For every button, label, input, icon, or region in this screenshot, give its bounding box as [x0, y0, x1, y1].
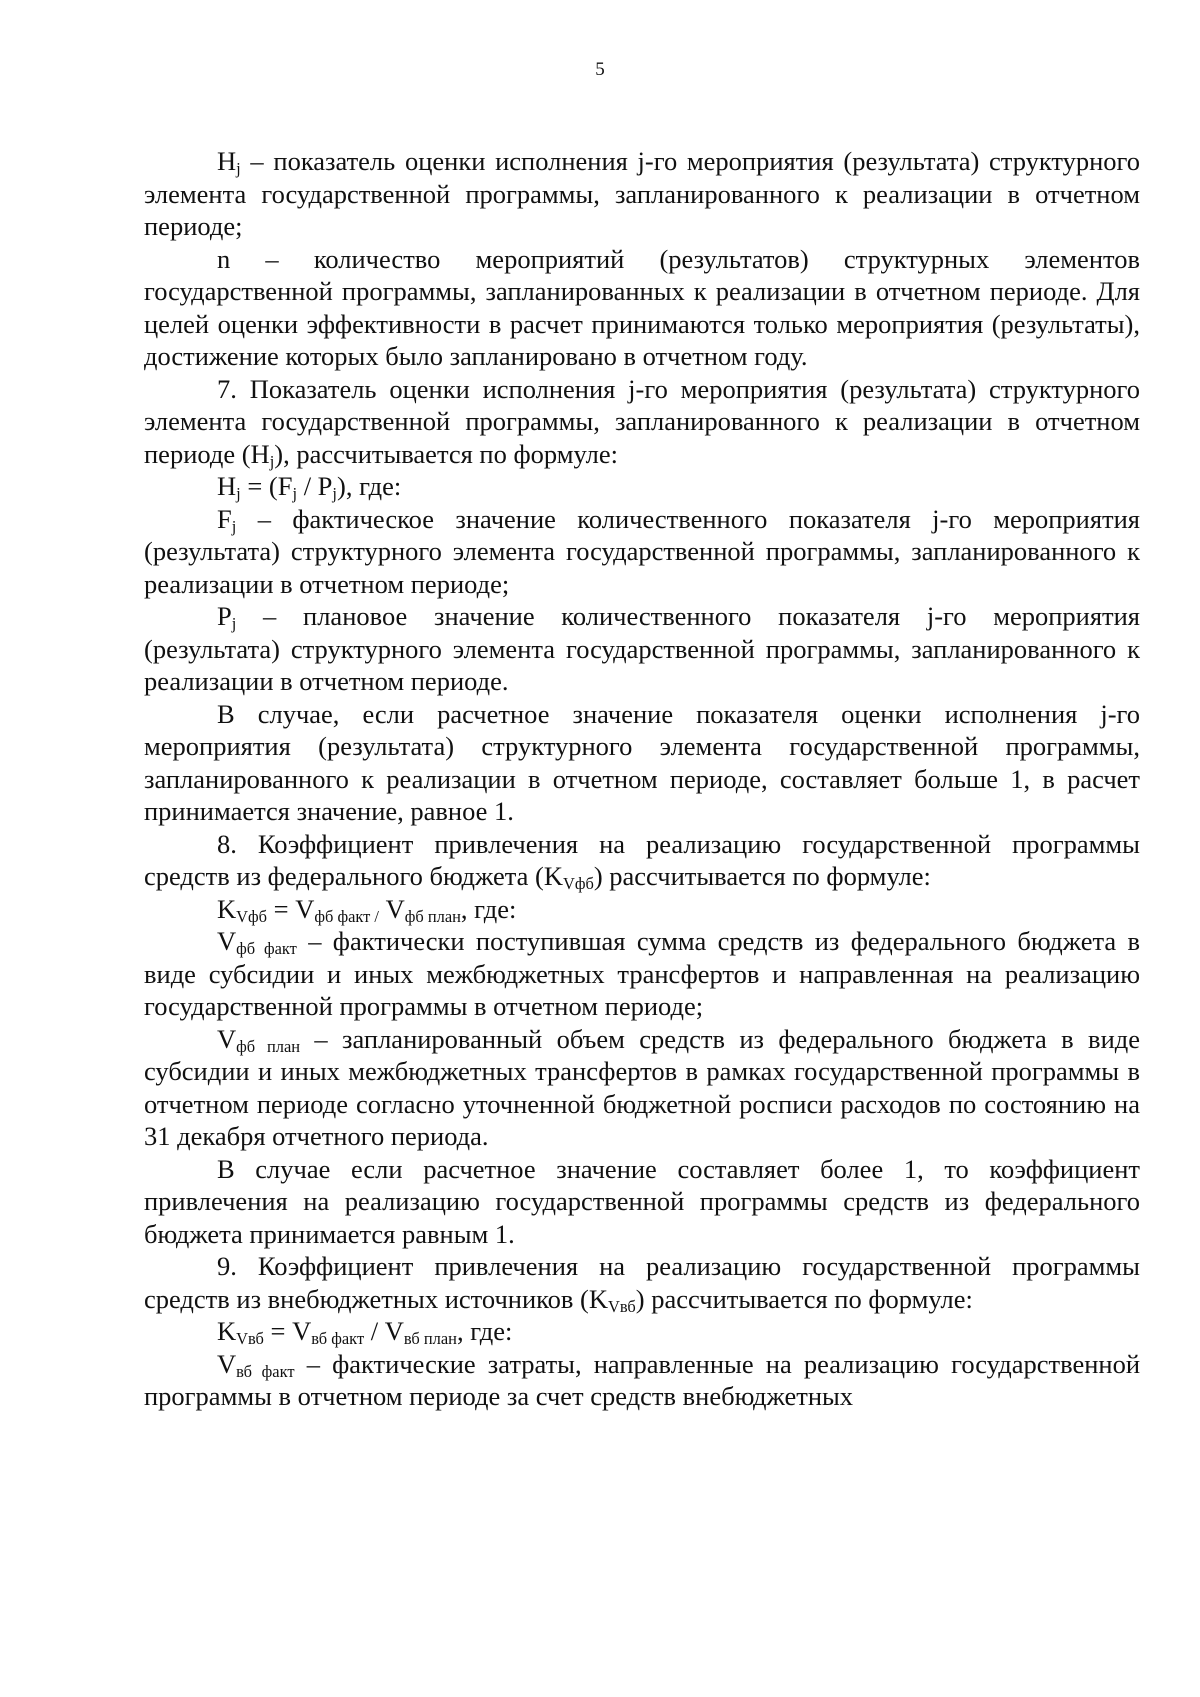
paragraph-cap-rule: В случае, если расчетное значение показателя оценки исполнения j-го мероприятия (результата) структурного элемента государственной программы, запланированного к реализации в отчетном периоде, составляет больше 1, в расчет принимается значение, равное 1. [144, 698, 1140, 826]
paragraph-fj-definition [144, 503, 1140, 601]
formula-hj [144, 470, 1140, 503]
subscript: Vфб [236, 906, 267, 926]
formula-part: / V [364, 1316, 404, 1346]
paragraph-text: ) рассчитывается по формуле: [593, 861, 931, 891]
definition-text: – показатель оценки исполнения j-го мероприятия (результата) структурного элемента государственной программы, запланированного к реализации в отчетном периоде; [144, 146, 1140, 241]
symbol-v: V [217, 1023, 237, 1054]
subscript: j [269, 451, 275, 471]
paragraph-hj-definition [144, 145, 1140, 243]
formula-part: = (F [240, 471, 293, 501]
subscript: Vвб [236, 1329, 264, 1349]
definition-text: – фактически поступившая сумма средств из федерального бюджета в виде субсидии и иных межбюджетных трансфертов и направленная на реализацию государственной программы в отчетном периоде; [144, 926, 1140, 1021]
formula-kvfb [144, 893, 1140, 926]
subscript: вб факт [236, 1361, 295, 1381]
formula-part: , где: [460, 893, 517, 924]
formula-kvvb [144, 1315, 1140, 1348]
paragraph-vfb-plan-definition [144, 1023, 1140, 1153]
symbol-v: V [217, 926, 237, 956]
paragraph-text: 9. Коэффициент привлечения на реализацию государственной программы средств из внебюджетных источников (K [144, 1251, 1140, 1314]
definition-text: – плановое значение количественного показателя j-го мероприятия (результата) структурного элемента государственной программы, запланированного к реализации в отчетном периоде. [144, 601, 1140, 696]
paragraph-text: 8. Коэффициент привлечения на реализацию государственной программы средств из федерального бюджета (K [144, 828, 1140, 891]
subscript: j [236, 484, 241, 504]
paragraph-text: 7. Показатель оценки исполнения j-го мероприятия (результата) структурного элемента государственной программы, запланированного к реализации в отчетном периоде (H [144, 373, 1140, 469]
paragraph-n-definition: n – количество мероприятий (результатов) структурных элементов государственной программы, запланированных к реализации в отчетном периоде. Для целей оценки эффективности в расчет принимаются только мероприятия (результаты), достижение которых было запланировано в отчетном году. [144, 243, 1140, 371]
formula-part: = V [267, 893, 315, 924]
subscript: Vвб [608, 1296, 636, 1316]
page-number: 5 [595, 59, 605, 80]
paragraph-item-9 [144, 1250, 1140, 1315]
subscript: фб факт [236, 939, 297, 959]
definition-text: – фактические затраты, направленные на реализацию государственной программы в отчетном периоде за счет средств внебюджетных [144, 1348, 1141, 1411]
paragraph-vvb-fact-definition [144, 1348, 1140, 1413]
symbol-p: P [217, 601, 232, 631]
subscript: j [332, 484, 337, 504]
paragraph-text: ), рассчитывается по формуле: [274, 438, 618, 469]
formula-part: ), где: [337, 471, 402, 501]
paragraph-item-7 [144, 373, 1140, 471]
definition-text: – запланированный объем средств из федерального бюджета в виде субсидии и иных межбюджетных трансфертов в рамках государственной программы в отчетном периоде согласно уточненной бюджетной росписи расходов по состоянию на 31 декабря отчетного периода. [144, 1023, 1140, 1151]
symbol-v: V [217, 1348, 237, 1379]
subscript: j [231, 516, 237, 536]
subscript: Vфб [562, 874, 594, 894]
formula-part: = V [263, 1316, 312, 1346]
formula-part: K [217, 893, 237, 924]
subscript: вб план [403, 1329, 457, 1349]
formula-part: K [217, 1316, 237, 1346]
subscript: j [231, 614, 237, 634]
subscript: фб факт / [314, 906, 379, 926]
formula-part: H [217, 471, 237, 501]
paragraph-text: ) рассчитывается по формуле: [635, 1283, 973, 1314]
subscript: j [236, 159, 241, 179]
subscript: фб план [236, 1036, 301, 1056]
paragraph-vfb-fact-definition [144, 925, 1140, 1023]
symbol-h: H [217, 146, 237, 176]
symbol-f: F [217, 503, 232, 534]
definition-text: – фактическое значение количественного показателя j-го мероприятия (результата) структурного элемента государственной программы, запланированного к реализации в отчетном периоде; [144, 503, 1140, 599]
formula-part: V [378, 893, 405, 924]
paragraph-pj-definition [144, 600, 1140, 698]
subscript: вб факт [311, 1329, 365, 1349]
formula-part: , где: [456, 1316, 513, 1346]
document-body [144, 145, 1140, 1413]
subscript: j [292, 484, 298, 504]
paragraph-item-8 [144, 828, 1140, 893]
paragraph-fb-cap-rule: В случае если расчетное значение составляет более 1, то коэффициент привлечения на реализацию государственной программы средств из федерального бюджета принимается равным 1. [144, 1153, 1140, 1249]
formula-part: / P [297, 471, 333, 501]
subscript: фб план [404, 906, 461, 926]
